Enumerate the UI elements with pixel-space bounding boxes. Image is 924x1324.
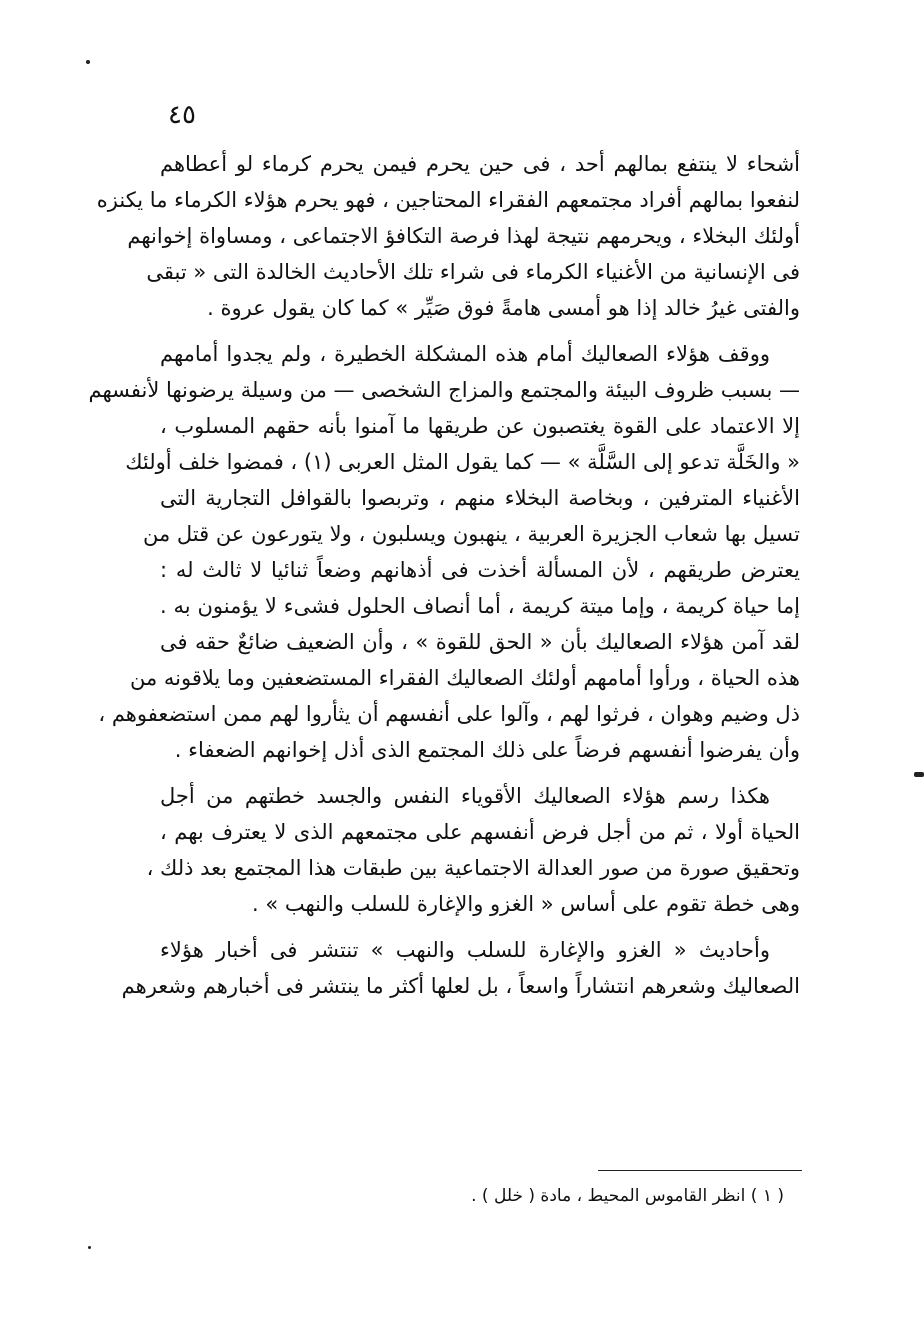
scan-speck xyxy=(86,60,90,64)
text-line: وأن يفرضوا أنفسهم فرضاً على ذلك المجتمع الذى أذل إخوانهم الضعفاء . xyxy=(174,738,800,762)
paragraph-4 xyxy=(121,932,800,1004)
page-number: ٤٥ xyxy=(168,100,196,130)
text-line: — بسبب ظروف البيئة والمجتمع والمزاج الشخصى — من وسيلة يرضونها لأنفسهم xyxy=(88,378,800,402)
text-line: وتحقيق صورة من صور العدالة الاجتماعية بين طبقات هذا المجتمع بعد ذلك ، xyxy=(146,856,800,880)
text-line: تسيل بها شعاب الجزيرة العربية ، ينهبون ويسلبون ، ولا يتورعون عن قتل من xyxy=(142,522,800,546)
text-line: الأغنياء المترفين ، وبخاصة البخلاء منهم ، وتربصوا بالقوافل التجارية التى xyxy=(160,486,800,510)
text-line: وأحاديث « الغزو والإغارة للسلب والنهب » تنتشر فى أخبار هؤلاء xyxy=(160,938,770,962)
footnote-divider xyxy=(598,1170,802,1171)
body-text xyxy=(88,146,800,1004)
text-line: هكذا رسم هؤلاء الصعاليك الأقوياء النفس والجسد خطتهم من أجل xyxy=(160,784,770,808)
paragraph-3 xyxy=(146,778,800,922)
text-line: الصعاليك وشعرهم انتشاراً واسعاً ، بل لعلها أكثر ما ينتشر فى أخبارهم وشعرهم xyxy=(121,974,800,998)
text-line: « والخَلَّة تدعو إلى السَّلَّة » — كما يقول المثل العربى (١) ، فمضوا خلف أولئك xyxy=(125,450,800,474)
text-line: أولئك البخلاء ، ويحرمهم نتيجة لهذا فرصة التكافؤ الاجتماعى ، ومساواة إخوانهم xyxy=(127,224,800,248)
text-line: هذه الحياة ، ورأوا أمامهم أولئك الصعاليك الفقراء المستضعفين وما يلاقونه من xyxy=(129,666,800,690)
text-line: فى الإنسانية من الأغنياء الكرماء فى شراء تلك الأحاديث الخالدة التى « تبقى xyxy=(146,260,800,284)
text-line: لقد آمن هؤلاء الصعاليك بأن « الحق للقوة » ، وأن الضعيف ضائعٌ حقه فى xyxy=(160,630,800,654)
text-line: لنفعوا بمالهم أفراد مجتمعهم الفقراء المحتاجين ، فهو يحرم هؤلاء الكرماء ما يكنزه xyxy=(96,188,800,212)
footnote: ( ١ ) انظر القاموس المحيط ، مادة ( خلل ) . xyxy=(471,1186,784,1206)
scan-speck xyxy=(914,772,924,777)
text-line: الحياة أولا ، ثم من أجل فرض أنفسهم على مجتمعهم الذى لا يعترف بهم ، xyxy=(160,820,800,844)
text-line: والفتى غيرُ خالد إذا هو أمسى هامةً فوق صَيِّر » كما كان يقول عروة . xyxy=(207,296,800,320)
text-line: وهى خطة تقوم على أساس « الغزو والإغارة للسلب والنهب » . xyxy=(252,892,800,916)
text-line: إما حياة كريمة ، وإما ميتة كريمة ، أما أنصاف الحلول فشىء لا يؤمنون به . xyxy=(160,594,800,618)
paragraph-1 xyxy=(96,146,800,326)
paragraph-2 xyxy=(88,336,800,768)
text-line: يعترض طريقهم ، لأن المسألة أخذت فى أذهانهم وضعاً ثنائيا لا ثالث له : xyxy=(160,558,800,582)
scan-speck xyxy=(88,1246,91,1249)
text-line: ذل وضيم وهوان ، فرثوا لهم ، وآلوا على أنفسهم أن يثأروا لهم ممن استضعفوهم ، xyxy=(98,702,800,726)
text-line: أشحاء لا ينتفع بمالهم أحد ، فى حين يحرم فيمن يحرم كرماء لو أعطاهم xyxy=(160,152,800,176)
text-line: ووقف هؤلاء الصعاليك أمام هذه المشكلة الخطيرة ، ولم يجدوا أمامهم xyxy=(160,342,770,366)
text-line: إلا الاعتماد على القوة يغتصبون عن طريقها ما آمنوا بأنه حقهم المسلوب ، xyxy=(160,414,800,438)
